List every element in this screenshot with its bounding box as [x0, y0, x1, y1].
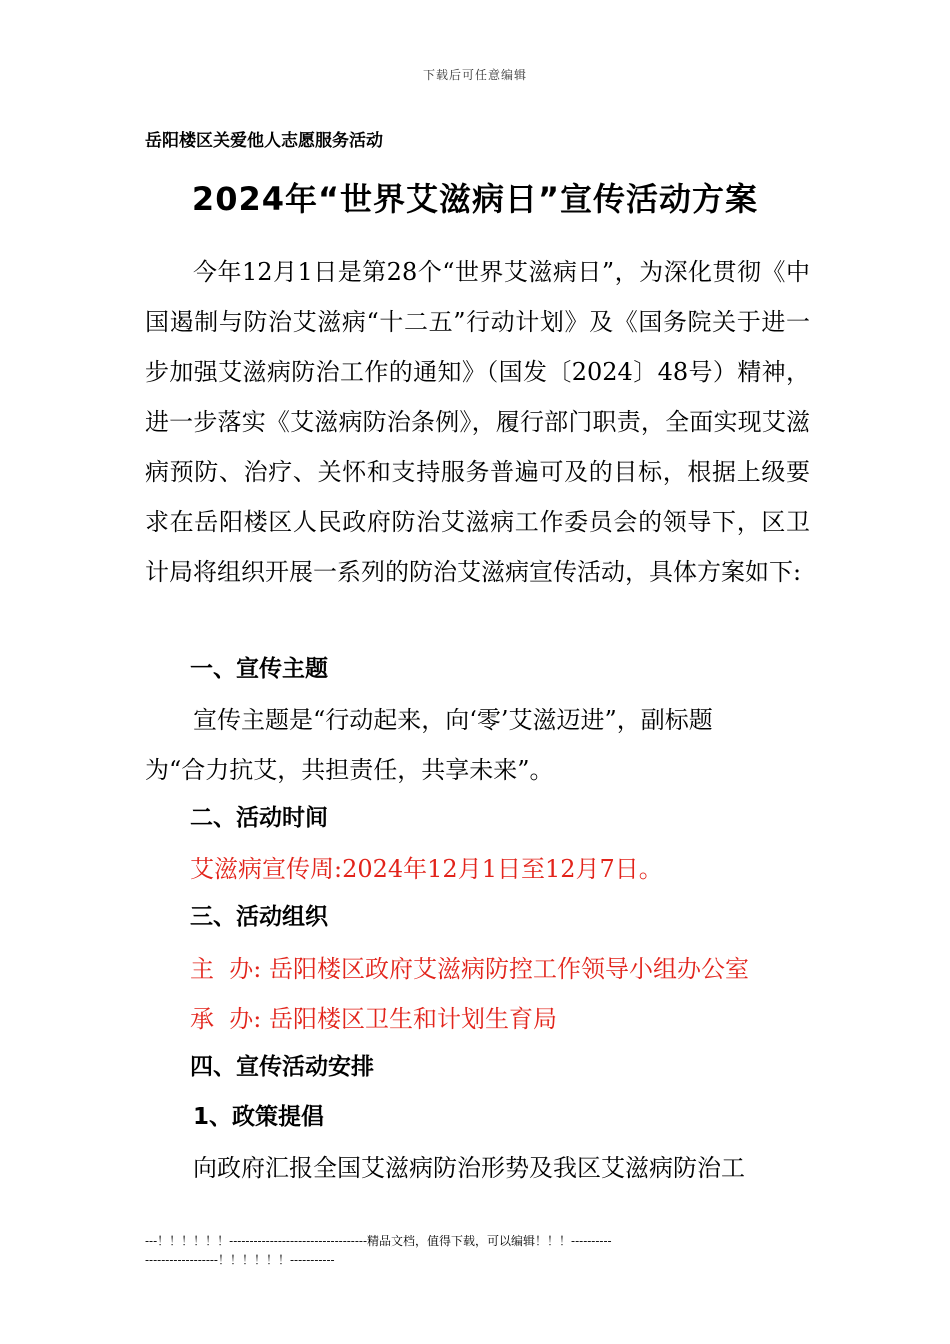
footer-note: ---！！！！！！----------------------------------精品文档，值得下载，可以编辑！！！----------------------------！！！！！！-----------: [145, 1234, 612, 1267]
time-text: 艾滋病宣传周:2024年12月1日至12月7日。: [190, 855, 663, 883]
organizer-text: 承 办: 岳阳楼区卫生和计划生育局: [190, 1005, 557, 1033]
host-text: 主 办: 岳阳楼区政府艾滋病防控工作领导小组办公室: [190, 955, 749, 983]
header-note: 下载后可任意编辑: [422, 68, 527, 82]
intro-paragraph: 今年12月1日是第28个“世界艾滋病日”，为深化贯彻《中国遏制与防治艾滋病“十二五”行动计划》及《国务院关于进一步加强艾滋病防治工作的通知》（国发〔2024〕48号）精神，进一步落实《艾滋病防治条例》，履行部门职责，全面实现艾滋病预防、治疗、关怀和支持服务普遍可及的目标，根据上级要求在岳阳楼区人民政府防治艾滋病工作委员会的领导下，区卫计局将组织开展一系列的防治艾滋病宣传活动，具体方案如下:: [145, 258, 810, 586]
time-heading: 二、活动时间: [190, 805, 328, 831]
policy-heading: 1、政策提倡: [193, 1104, 325, 1130]
theme-text-line1: 宣传主题是“行动起来，向‘零’艾滋迈进”，副标题: [193, 706, 713, 734]
theme-text-line2: 为“合力抗艾，共担责任，共享未来”。: [145, 756, 554, 784]
document-title: 2024年“世界艾滋病日”宣传活动方案: [191, 180, 759, 218]
organization-line: 岳阳楼区关爱他人志愿服务活动: [145, 131, 383, 151]
theme-heading: 一、宣传主题: [190, 656, 328, 682]
arrangement-heading: 四、宣传活动安排: [190, 1054, 374, 1080]
policy-text: 向政府汇报全国艾滋病防治形势及我区艾滋病防治工: [193, 1154, 745, 1182]
organization-heading: 三、活动组织: [190, 904, 328, 930]
